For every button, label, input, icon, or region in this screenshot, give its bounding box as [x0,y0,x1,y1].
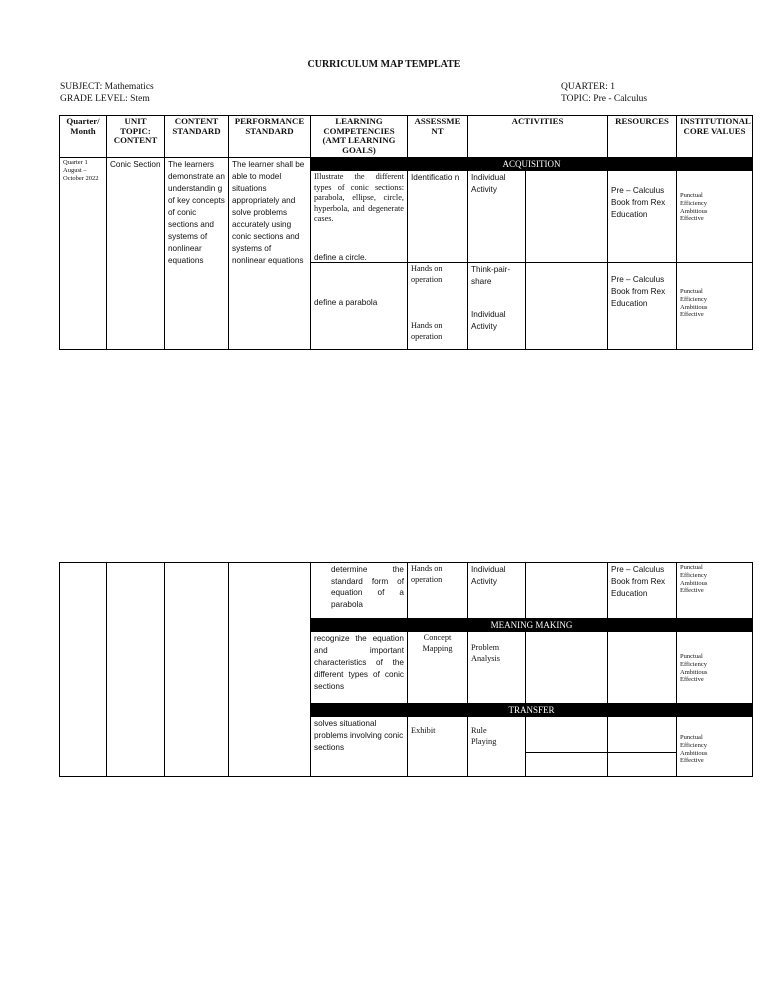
col-header-core-values: INSTITUTIONAL CORE VALUES [677,116,753,158]
core-values-cell [677,563,753,619]
content-standard-cell [165,563,229,777]
grade-level-line: GRADE LEVEL: Stem [60,94,150,104]
core-values-cell [677,263,753,350]
topic-line: TOPIC: Pre - Calculus [561,94,648,104]
assessment-cell: Concept Mapping [408,632,468,704]
activity-parabola: Individual Activity [471,310,506,331]
quarter-month-cell [60,563,107,777]
core-values-text: Punctual Efficiency Ambitious Effective [680,288,708,319]
resources-cell [608,753,677,777]
col-header-learning-competencies: LEARNING COMPETENCIES (AMT LEARNING GOALS) [311,116,408,158]
resources-text: Pre – Calculus Book from Rex Education [611,275,666,308]
core-values-text: Punctual Efficiency Ambitious Effective [680,734,708,765]
col-header-assessment: ASSESSME NT [408,116,468,158]
subject-line: SUBJECT: Mathematics [60,82,154,92]
activity-text: Problem Analysis [471,643,501,663]
curriculum-table-page-2 [59,562,753,777]
col-header-resources: RESOURCES [608,116,677,158]
curriculum-table-page-1 [59,115,753,350]
activity-cell: Individual Activity [468,563,526,619]
competency-cell [311,253,408,350]
activity-extra-cell [526,263,608,350]
assessment-cell [408,563,468,619]
section-band-acquisition: ACQUISITION [311,158,753,171]
activity-extra-cell [526,717,608,753]
assessment-cell [408,263,468,350]
activity-extra-cell [526,753,608,777]
core-values-text: Punctual Efficiency Ambitious Effective [680,564,708,595]
activity-cell [468,632,526,704]
section-band-transfer: TRANSFER [311,704,753,717]
assessment-parabola: Hands on operation [411,321,443,341]
activity-extra-cell [526,632,608,704]
performance-standard-cell [229,563,311,777]
competency-parabola: define a parabola [314,298,378,307]
core-values-text: Punctual Efficiency Ambitious Effective [680,192,708,223]
document-title: CURRICULUM MAP TEMPLATE [307,59,461,70]
content-standard-cell: The learners demonstrate an understandin g of key concepts of conic sections and systems of nonlinear equations [165,158,229,350]
resources-text: Pre – Calculus Book from Rex Education [611,186,666,219]
core-values-cell [677,171,753,263]
col-header-unit-topic: UNIT TOPIC: CONTENT [107,116,165,158]
quarter-line: QUARTER: 1 [561,82,616,92]
resources-cell: Pre – Calculus Book from Rex Education [608,563,677,619]
quarter-month-cell: Quarter 1 August – October 2022 [60,158,107,350]
unit-topic-cell [107,563,165,777]
competency-circle: define a circle. [314,253,367,262]
competency-cell [311,717,408,777]
assessment-cell: Identificatio n [408,171,468,263]
competency-cell: Illustrate the different types of conic sections: parabola, ellipse, circle, hyperbola, and degenerate cases. [311,171,408,263]
resources-cell [608,171,677,263]
assessment-cell [408,717,468,777]
activity-cell [468,717,526,777]
activity-cell [468,263,526,350]
activity-text: Rule Playing [471,726,497,746]
competency-cell: recognize the equation and important characteristics of the different types of conic sections [311,632,408,704]
resources-cell [608,632,677,704]
unit-topic-cell: Conic Section [107,158,165,350]
performance-standard-cell: The learner shall be able to model situations appropriately and solve problems accurately using conic sections and systems of nonlinear equations [229,158,311,350]
competency-cell: determine the standard form of equation of a parabola [311,563,408,619]
competency-text: solves situational problems involving conic sections [314,719,404,752]
col-header-performance-standard: PERFORMANCE STANDARD [229,116,311,158]
core-values-cell [677,717,753,777]
col-header-content-standard: CONTENT STANDARD [165,116,229,158]
section-band-meaning-making: MEANING MAKING [311,619,753,632]
core-values-text: Punctual Efficiency Ambitious Effective [680,653,708,684]
col-header-activities: ACTIVITIES [468,116,608,158]
assessment-text: Exhibit [411,726,436,735]
activity-extra-cell [526,171,608,263]
resources-cell [608,717,677,753]
activity-circle: Think-pair-share [471,265,511,286]
activity-extra-cell [526,563,608,619]
assessment-circle: Hands on operation [411,264,443,284]
assessment-text: Hands on operation [411,564,443,584]
col-header-quarter: Quarter/ Month [60,116,107,158]
activity-cell: Individual Activity [468,171,526,263]
core-values-cell [677,632,753,704]
resources-cell [608,263,677,350]
